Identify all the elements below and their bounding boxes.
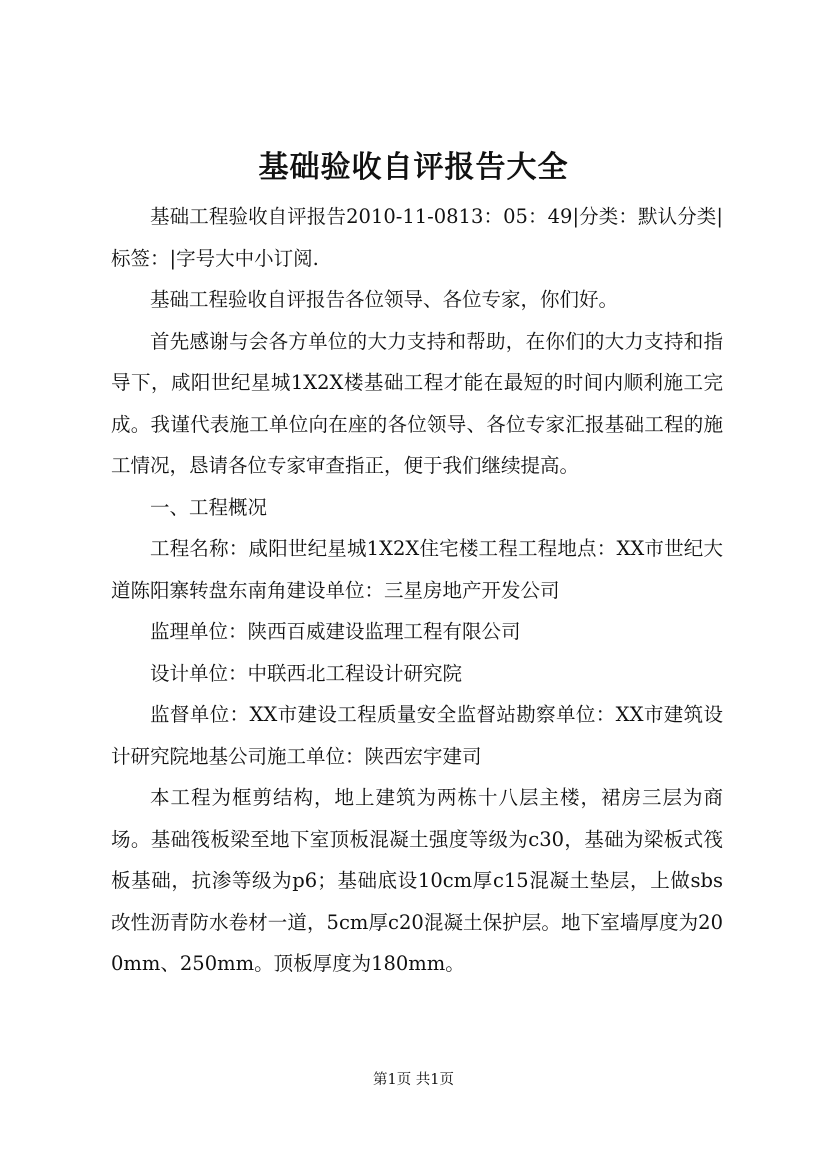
paragraph-structure: 本工程为框剪结构，地上建筑为两栋十八层主楼，裙房三层为商场。基础筏板梁至地下室顶板混凝土强度等级为c30，基础为梁板式筏板基础，抗渗等级为p6；基础底设10cm厚c15混凝土垫层，上做sbs改性沥青防水卷材一道，5cm厚c20混凝土保护层。地下室墙厚度为200mm、250mm。顶板厚度为180mm。 [111,786,723,975]
document-title: 基础验收自评报告大全 [258,150,569,185]
paragraph-meta: 基础工程验收自评报告2010-11-0813：05：49|分类：默认分类|标签：|字号大中小订阅. [111,205,723,270]
paragraph-greeting: 基础工程验收自评报告各位领导、各位专家，你们好。 [150,288,619,311]
paragraph-oversight-unit: 监督单位：XX市建设工程质量安全监督站勘察单位：XX市建筑设计研究院地基公司施工单位：陕西宏宇建司 [111,703,723,768]
page-footer: 第1页 共1页 [372,1072,455,1088]
paragraph-supervision-unit: 监理单位：陕西百威建设监理工程有限公司 [150,620,521,643]
paragraph-project-name: 工程名称：咸阳世纪星城1X2X住宅楼工程工程地点：XX市世纪大道陈阳寨转盘东南角建设单位：三星房地产开发公司 [111,537,723,602]
paragraph-thanks: 首先感谢与会各方单位的大力支持和帮助，在你们的大力支持和指导下，咸阳世纪星城1X2X楼基础工程才能在最短的时间内顺利施工完成。我谨代表施工单位向在座的各位领导、各位专家汇报基础工程的施工情况，恳请各位专家审查指正，便于我们继续提高。 [111,329,723,477]
paragraph-design-unit: 设计单位：中联西北工程设计研究院 [150,661,463,685]
section-heading-overview: 一、工程概况 [150,495,268,519]
document-body [111,196,723,985]
